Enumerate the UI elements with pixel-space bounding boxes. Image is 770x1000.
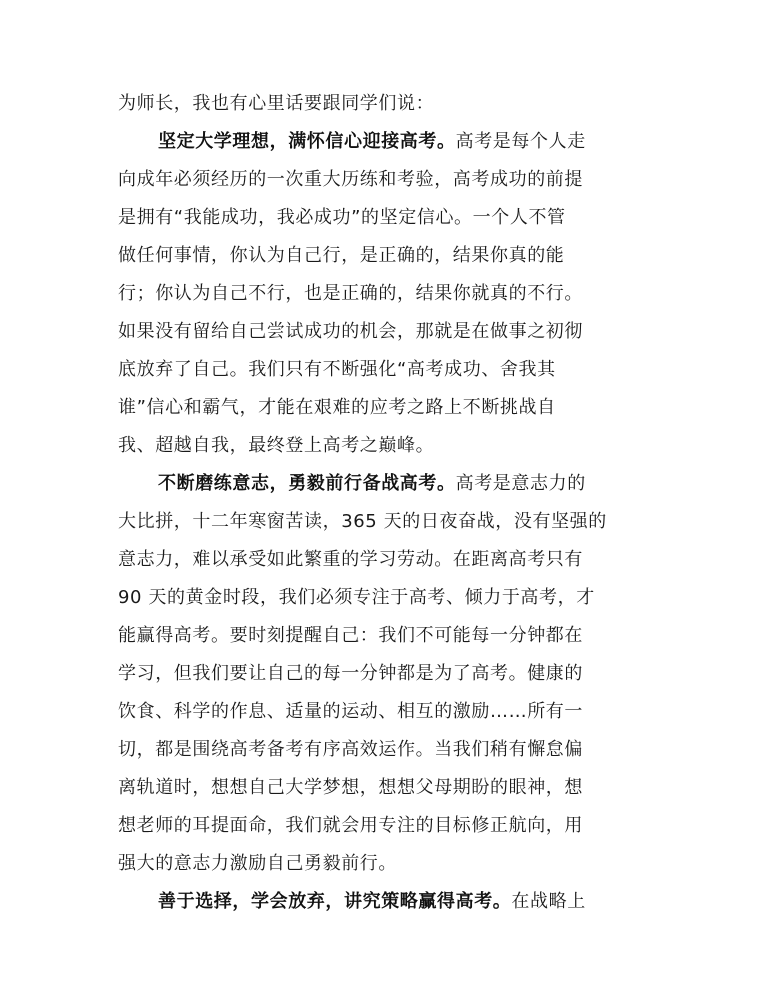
text-line: 是拥有“我能成功，我必成功”的坚定信心。一个人不管: [118, 207, 566, 228]
text-line: 离轨道时，想想自己大学梦想，想想父母期盼的眼神，想: [118, 777, 583, 798]
text-line: 做任何事情，你认为自己行，是正确的，结果你真的能: [118, 245, 565, 266]
text-line: 为师长，我也有心里话要跟同学们说：: [118, 93, 435, 114]
paragraph-heading: 坚定大学理想，满怀信心迎接高考。: [158, 131, 456, 152]
text-line: 强大的意志力激励自己勇毅前行。: [118, 853, 397, 874]
text-line: 如果没有留给自己尝试成功的机会，那就是在做事之初彻: [118, 321, 583, 342]
text-line: 底放弃了自己。我们只有不断强化“高考成功、舍我其: [118, 359, 556, 380]
text-line: 向成年必须经历的一次重大历练和考验，高考成功的前提: [118, 169, 583, 190]
text-line: 饮食、科学的作息、适量的运动、相互的激励……所有一: [118, 701, 583, 722]
text-line: 我、超越自我，最终登上高考之巅峰。: [118, 435, 435, 456]
text-line: 能赢得高考。要时刻提醒自己：我们不可能每一分钟都在: [118, 625, 583, 646]
text-line: 想老师的耳提面命，我们就会用专注的目标修正航向，用: [118, 815, 583, 836]
text-line: 大比拼，十二年寒窗苦读，365 天的日夜奋战，没有坚强的: [118, 511, 607, 532]
text-line: 意志力，难以承受如此繁重的学习劳动。在距离高考只有: [118, 549, 583, 570]
paragraph-heading-line: 不断磨练意志，勇毅前行备战高考。高考是意志力的: [158, 473, 586, 494]
paragraph-heading: 不断磨练意志，勇毅前行备战高考。: [158, 473, 456, 494]
text-line: 行；你认为自己不行，也是正确的，结果你就真的不行。: [118, 283, 583, 304]
paragraph-heading: 善于选择，学会放弃，讲究策略赢得高考。: [158, 891, 512, 912]
paragraph-heading-line: 善于选择，学会放弃，讲究策略赢得高考。在战略上: [158, 891, 586, 912]
paragraph-heading-line: 坚定大学理想，满怀信心迎接高考。高考是每个人走: [158, 131, 586, 152]
text-line: 90 天的黄金时段，我们必须专注于高考、倾力于高考，才: [118, 587, 595, 608]
text-line: 谁”信心和霸气，才能在艰难的应考之路上不断挑战自: [118, 397, 556, 418]
text-line: 学习，但我们要让自己的每一分钟都是为了高考。健康的: [118, 663, 583, 684]
text-line: 切，都是围绕高考备考有序高效运作。当我们稍有懈怠偏: [118, 739, 583, 760]
